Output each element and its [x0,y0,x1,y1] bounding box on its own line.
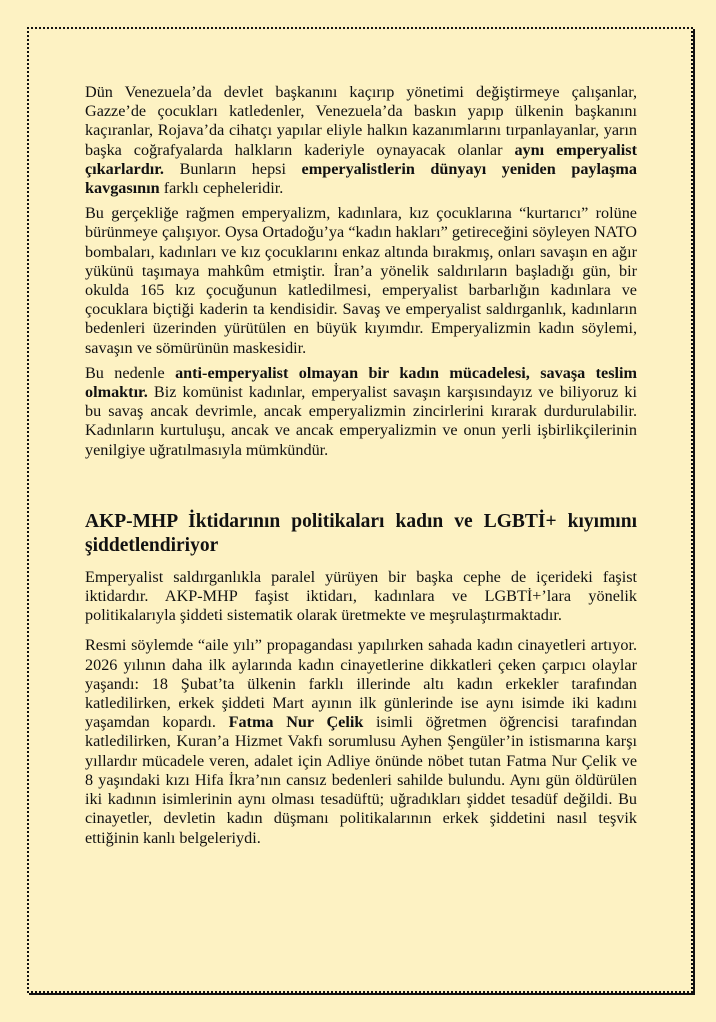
paragraph-1-text-b: Bunların hepsi [163,159,302,178]
paragraph-5 [85,636,637,847]
article-body [85,83,637,859]
paragraph-1-text-a: Dün Venezuela’da devlet başkanını kaçırıp yönetimi değiştirmeye çalışanlar, Gazze’de çocukları katledenler, Venezuela’da baskın yapıp ülkenin başkanını kaçıranlar, Rojava’da cihatçı yapılar eliyle halkın kazanımlarını tırpanlayanlar, yarın başka coğrafyalarda halkların kaderiyle oynayacak olanlar [85,83,637,159]
paragraph-1-bold-a: aynı emperyalist çıkarlardır. [85,140,637,178]
section-heading: AKP-MHP İktidarının politikaları kadın ve LGBTİ+ kıyımını şiddetlendiriyor [85,510,637,556]
paragraph-4: Emperyalist saldırganlıkla paralel yürüyen bir başka cephe de içerideki faşist iktidardır. AKP-MHP faşist iktidarı, kadınlara ve LGBTİ+’lara yönelik politikalarıyla şiddeti sistematik olarak üretmekte ve meşrulaştırmaktadır. [85,567,637,625]
paragraph-5-text-b: isimli öğretmen öğrencisi tarafından katledilirken, Kuran’a Hizmet Vakfı sorumlusu Ayhen Şengüler’in istismarına karşı yıllardır mücadele veren, adalet için Adliye önünde nöbet tutan Fatma Nur Çelik ve 8 yaşındaki kızı Hifa İkra’nın cansız bedenleri sahilde bulundu. Aynı gün öldürülen iki kadının isimlerinin aynı olması tesadüftü; uğradıkları şiddet tesadüf değildi. Bu cinayetler, devletin kadın düşmanı politikalarının erkek şiddetini nasıl teşvik ettiğinin kanlı belgeleriydi. [85,713,637,847]
paragraph-5-bold: Fatma Nur Çelik [228,713,364,732]
paragraph-1-bold-b: emperyalistlerin dünyayı yeniden paylaşma kavgasının [85,159,637,198]
paragraph-1 [85,83,637,198]
paragraph-1-text-c: farklı cepheleridir. [159,179,284,198]
paragraph-3-bold: anti-emperyalist olmayan bir kadın mücadelesi, savaşa teslim olmaktır. [85,363,637,402]
paragraph-3 [85,364,637,460]
paragraph-3-text-b: Biz komünist kadınlar, emperyalist savaşın karşısındayız ve biliyoruz ki bu savaş ancak devrimle, ancak emperyalizmin zincirlerini kırarak durdurulabilir. Kadınların kurtuluşu, ancak ve ancak emperyalizmin ve onun yerli işbirlikçilerinin yenilgiye uğratılmasıyla mümkündür. [85,383,637,459]
paragraph-2: Bu gerçekliğe rağmen emperyalizm, kadınlara, kız çocuklarına “kurtarıcı” rolüne bürünmeye çalışıyor. Oysa Ortadoğu’ya “kadın hakları” getireceğini söyleyen NATO bombaları, kadınları ve kız çocuklarını enkaz altında bırakmış, onları savaşın en ağır yükünü taşımaya mahkûm etmiştir. İran’a yönelik saldırıların başladığı gün, bir okulda 165 kız çocuğunun katledilmesi, emperyalist barbarlığın kadınlara ve çocuklara biçtiği kaderin ta kendisidir. Savaş ve emperyalist saldırganlık, kadınların bedenleri üzerinden yürütülen en büyük kıyımdır. Emperyalizmin kadın söylemi, savaşın ve sömürünün maskesidir. [85,204,637,357]
paragraph-3-text-a: Bu nedenle [85,363,176,382]
paragraph-5-text-a: Resmi söylemde “aile yılı” propagandası yapılırken sahada kadın cinayetleri artıyor. 2026 yılının daha ilk aylarında kadın cinayetlerine dikkatleri çeken çarpıcı olaylar yaşandı: 18 Şubat’ta ülkenin farklı illerinde altı kadın erkekler tarafından katledilirken, erkek şiddeti Mart ayının ilk günlerinde ise aynı isimde iki kadını yaşamdan kopardı. [85,636,637,732]
